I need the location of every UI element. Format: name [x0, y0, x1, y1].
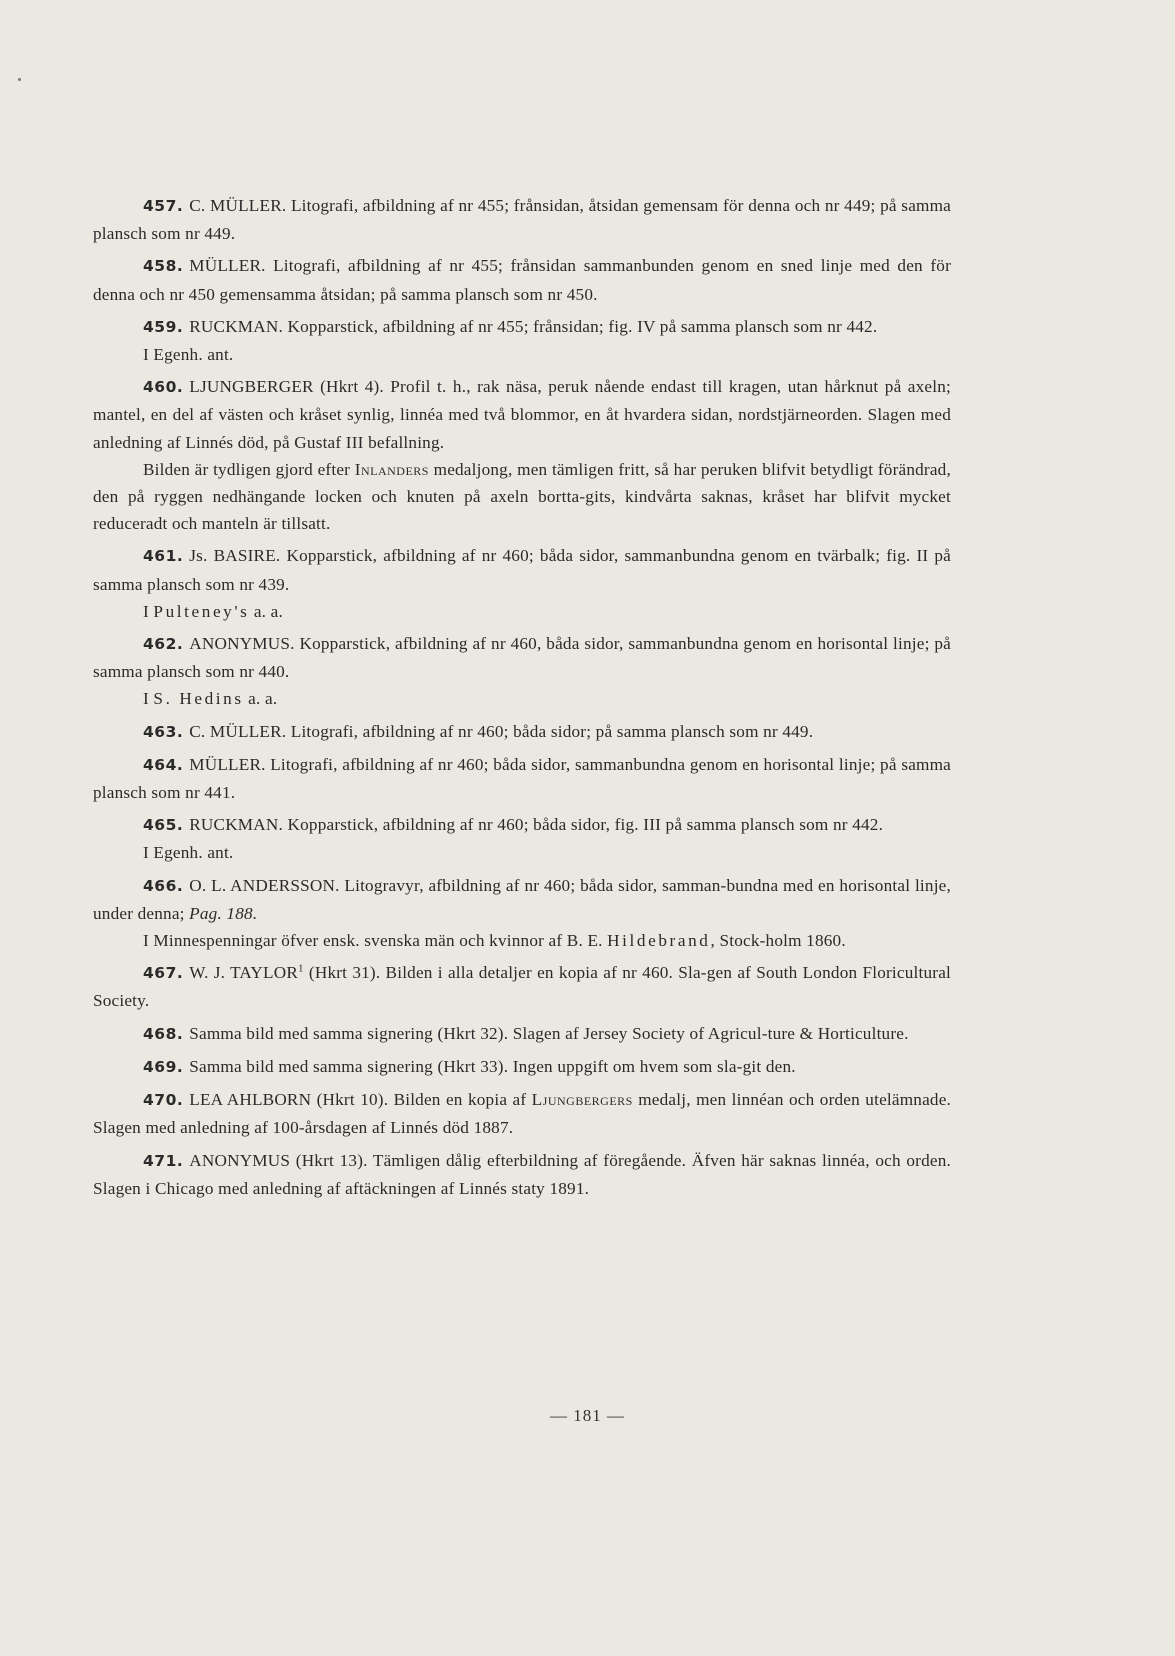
entry-paragraph — [93, 872, 951, 927]
text-segment: MÜLLER. Litografi, afbildning af nr 455; frånsidan sammanbunden genom en sned linje med den för denna och nr 450 gemensamma åtsidan; på samma plansch som nr 450. — [93, 256, 951, 304]
entry-paragraph — [93, 630, 951, 685]
text-segment: I — [143, 601, 154, 621]
entry-note — [93, 341, 951, 368]
text-segment: Bilden är tydligen gjord efter — [143, 459, 355, 479]
text-segment: RUCKMAN. Kopparstick, afbildning af nr 460; båda sidor, fig. III på samma plansch som nr 442. — [189, 815, 884, 835]
text-segment: , Stock-holm 1860. — [710, 931, 846, 951]
text-segment: medalj, men linnéan och orden utelämnade. Slagen med anledning af 100-årsdagen af Linnés död 1887. — [93, 1090, 952, 1138]
entry-number: 465. — [143, 816, 184, 835]
text-segment: Pulteney's — [153, 601, 250, 621]
catalogue-entry — [93, 959, 951, 1014]
entry-paragraph — [93, 811, 951, 839]
catalogue-entry — [93, 373, 951, 537]
catalogue-entry — [93, 630, 951, 713]
text-segment: W. J. TAYLOR — [189, 963, 299, 983]
text-segment: ANONYMUS. Kopparstick, afbildning af nr 460, båda sidor, sammanbundna genom en horisontal linje; på samma plansch som nr 440. — [93, 634, 951, 682]
text-segment: Pag. 188. — [189, 903, 258, 923]
text-segment: I Minnespenningar öfver ensk. svenska män och kvinnor af B. E. — [143, 931, 608, 951]
text-segment: LEA AHLBORN (Hkrt 10). Bilden en kopia af — [189, 1090, 532, 1110]
entry-number: 460. — [143, 378, 184, 397]
catalogue-text — [93, 192, 951, 1207]
catalogue-entry — [93, 872, 951, 955]
text-segment: LJUNGBERGER (Hkrt 4). Profil t. h., rak näsa, peruk nående endast till kragen, utan hårknut på axeln; mantel, en del af västen och kråset synlig, linnéa med två blommor, en åt hvardera sidan, nordstjärneorden. Slagen med anledning af Linnés död, på Gustaf III befallning. — [93, 377, 951, 452]
entry-paragraph — [93, 718, 951, 746]
entry-number: 466. — [143, 876, 184, 895]
entry-paragraph — [93, 373, 951, 456]
text-segment: I Egenh. ant. — [143, 843, 234, 863]
entry-note — [93, 927, 951, 954]
text-segment: C. MÜLLER. Litografi, afbildning af nr 455; frånsidan, åtsidan gemensam för denna och nr 449; på samma plansch som nr 449. — [93, 196, 951, 244]
entry-paragraph — [93, 542, 951, 597]
text-segment: Js. BASIRE. Kopparstick, afbildning af nr 460; båda sidor, sammanbundna genom en tvärbalk; fig. II på samma plansch som nr 439. — [93, 546, 951, 594]
text-segment: I Egenh. ant. — [143, 345, 234, 365]
text-segment: (Hkrt 31). Bilden i alla detaljer en kopia af nr 460. Sla-gen af South London Floricultural Society. — [93, 963, 951, 1011]
catalogue-entry — [93, 751, 951, 806]
entry-number: 459. — [143, 317, 184, 336]
entry-number: 457. — [143, 197, 184, 215]
catalogue-entry — [93, 252, 951, 307]
text-segment: 1 — [298, 962, 304, 975]
text-segment: O. L. ANDERSSON. Litogravyr, afbildning af nr 460; båda sidor, samman-bundna med en horisontal linje, under denna; — [93, 875, 951, 923]
entry-paragraph — [93, 313, 951, 341]
entry-paragraph — [93, 751, 951, 806]
entry-number: 464. — [143, 755, 184, 774]
entry-paragraph — [93, 1053, 951, 1081]
entry-number: 470. — [143, 1091, 184, 1110]
text-segment: Samma bild med samma signering (Hkrt 33). Ingen uppgift om hvem som sla-git den. — [189, 1056, 796, 1076]
text-segment: S. Hedins — [153, 689, 244, 709]
catalogue-entry — [93, 1020, 951, 1048]
text-segment: medaljong, men tämligen fritt, så har peruken blifvit betydligt förändrad, den på ryggen nedhängande locken och knuten på axeln bortta-gits, kindvårta saknas, kråset har blifvit mycket reduceradt och manteln är tillsatt. — [93, 459, 951, 534]
entry-note — [93, 839, 951, 866]
entry-note — [93, 456, 951, 538]
text-segment: ANONYMUS (Hkrt 13). Tämligen dålig efterbildning af föregående. Äfven här saknas linnéa, och orden. Slagen i Chicago med anledning af aftäckningen af Linnés staty 1891. — [93, 1150, 951, 1198]
catalogue-entry — [93, 313, 951, 368]
entry-number: 463. — [143, 722, 184, 741]
scan-speck — [18, 78, 21, 81]
entry-paragraph — [93, 1020, 951, 1048]
entry-paragraph — [93, 252, 951, 307]
text-segment: a. a. — [249, 601, 284, 621]
text-segment: Inlanders — [354, 459, 429, 479]
entry-number: 467. — [143, 964, 184, 983]
entry-paragraph — [93, 959, 951, 1014]
catalogue-entry — [93, 718, 951, 746]
entry-paragraph — [93, 1086, 951, 1141]
text-segment: RUCKMAN. Kopparstick, afbildning af nr 455; frånsidan; fig. IV på samma plansch som nr 442. — [189, 316, 878, 336]
entry-note — [93, 598, 951, 625]
text-segment: I — [143, 689, 154, 709]
catalogue-entry — [93, 1086, 951, 1141]
entry-paragraph — [93, 1147, 951, 1202]
entry-number: 462. — [143, 635, 184, 654]
page-number: — 181 — — [550, 1406, 625, 1425]
entry-number: 468. — [143, 1024, 184, 1043]
catalogue-entry — [93, 542, 951, 625]
text-segment: a. a. — [243, 689, 278, 709]
catalogue-entry — [93, 811, 951, 866]
catalogue-entry — [93, 1147, 951, 1202]
text-segment: Ljungbergers — [531, 1090, 633, 1110]
entry-number: 469. — [143, 1057, 184, 1076]
entry-number: 458. — [143, 257, 184, 276]
entry-paragraph — [93, 192, 951, 247]
text-segment: MÜLLER. Litografi, afbildning af nr 460; båda sidor, sammanbundna genom en horisontal linje; på samma plansch som nr 441. — [93, 754, 951, 803]
entry-number: 461. — [143, 547, 184, 566]
entry-note — [93, 685, 951, 712]
text-segment: Hildebrand — [607, 931, 711, 951]
text-segment: C. MÜLLER. Litografi, afbildning af nr 460; båda sidor; på samma plansch som nr 449. — [189, 721, 814, 741]
entry-number: 471. — [143, 1151, 184, 1170]
text-segment: Samma bild med samma signering (Hkrt 32). Slagen af Jersey Society of Agricul-ture & Horticulture. — [189, 1023, 909, 1043]
catalogue-entry — [93, 1053, 951, 1081]
catalogue-entry — [93, 192, 951, 247]
